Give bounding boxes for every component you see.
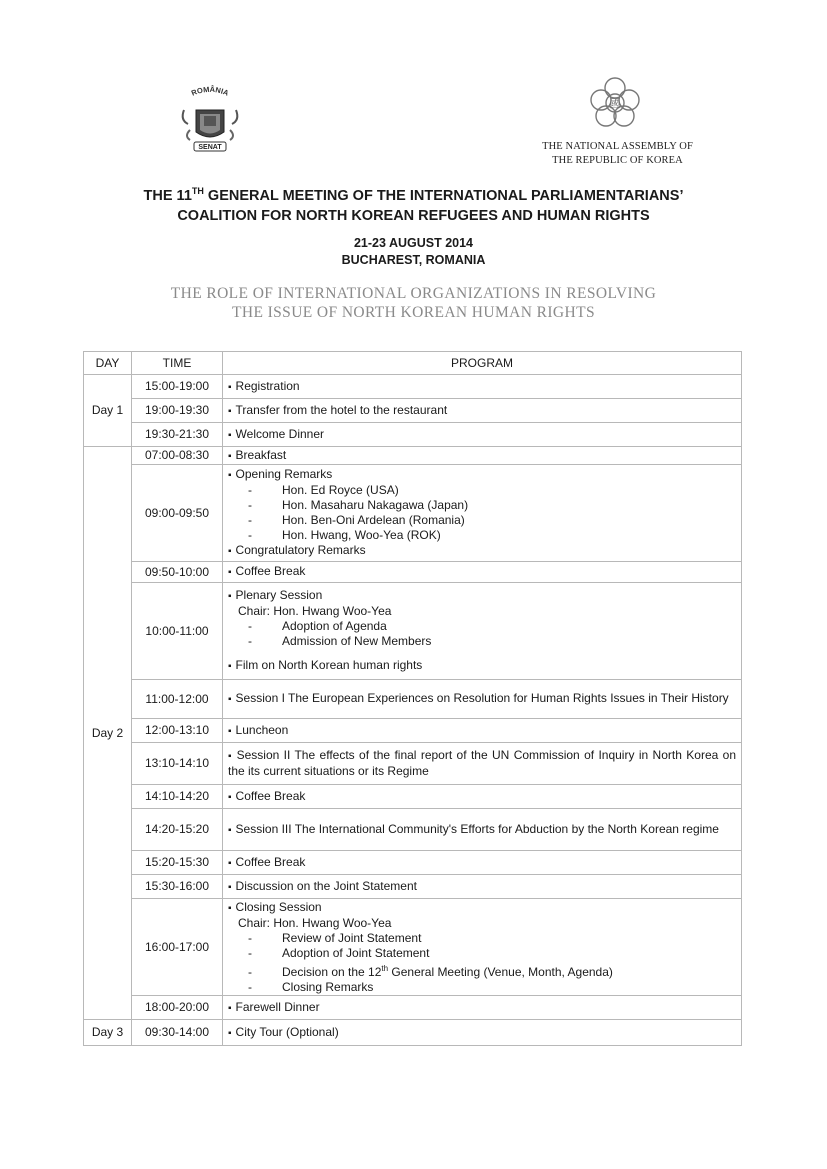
meeting-theme (100, 284, 727, 322)
program-cell: ▪ Discussion on the Joint Statement (223, 875, 742, 899)
time-cell: 11:00-12:00 (132, 680, 223, 719)
svg-text:國: 國 (609, 98, 621, 110)
time-cell: 14:10-14:20 (132, 785, 223, 809)
table-row (84, 465, 742, 562)
time-cell: 15:00-19:00 (132, 375, 223, 399)
time-cell: 14:20-15:20 (132, 809, 223, 851)
time-cell: 09:00-09:50 (132, 465, 223, 562)
day-cell: Day 2 (84, 447, 132, 1020)
table-row (84, 423, 742, 447)
table-row (84, 583, 742, 680)
program-cell: ▪ Session I The European Experiences on Resolution for Human Rights Issues in Their History (223, 680, 742, 719)
time-cell: 12:00-13:10 (132, 719, 223, 743)
header-day: DAY (84, 352, 132, 375)
table-row (84, 447, 742, 465)
table-row (84, 851, 742, 875)
korea-caption-line2: THE REPUBLIC OF KOREA (552, 155, 683, 166)
table-row (84, 375, 742, 399)
program-cell: ▪ Session II The effects of the final report of the UN Commission of Inquiry in North Korea on the its current situations or its Regime (223, 743, 742, 785)
time-cell: 10:00-11:00 (132, 583, 223, 680)
table-row (84, 1020, 742, 1046)
program-cell: ▪ Coffee Break (223, 785, 742, 809)
table-row (84, 899, 742, 996)
table-row (84, 996, 742, 1020)
theme-line1: THE ROLE OF INTERNATIONAL ORGANIZATIONS IN RESOLVING (170, 285, 657, 302)
romanian-senate-emblem-icon (170, 80, 250, 158)
program-cell: ▪ Plenary Session Chair: Hon. Hwang Woo-Yea - Adoption of Agenda - Admission of New Members ▪ Film on North Korean human rights (223, 583, 742, 680)
day-cell: Day 1 (84, 375, 132, 447)
time-cell: 15:20-15:30 (132, 851, 223, 875)
table-row (84, 680, 742, 719)
korea-assembly-caption (535, 140, 700, 168)
program-cell: ▪ Session III The International Community's Efforts for Abduction by the North Korean regime (223, 809, 742, 851)
table-row (84, 809, 742, 851)
program-cell: ▪ Transfer from the hotel to the restaurant (223, 399, 742, 423)
meeting-place: BUCHAREST, ROMANIA (341, 253, 486, 267)
time-cell: 09:50-10:00 (132, 562, 223, 583)
table-row (84, 785, 742, 809)
emblem-arc-text: ROMÂNIA (189, 84, 231, 98)
time-cell: 18:00-20:00 (132, 996, 223, 1020)
program-cell: ▪ Luncheon (223, 719, 742, 743)
time-cell: 09:30-14:00 (132, 1020, 223, 1046)
meeting-title-line2: COALITION FOR NORTH KOREAN REFUGEES AND HUMAN RIGHTS (177, 207, 650, 224)
table-row (84, 399, 742, 423)
header-time: TIME (132, 352, 223, 375)
time-cell: 07:00-08:30 (132, 447, 223, 465)
time-cell: 19:30-21:30 (132, 423, 223, 447)
time-cell: 15:30-16:00 (132, 875, 223, 899)
program-cell: ▪ City Tour (Optional) (223, 1020, 742, 1046)
meeting-title-line1: THE 11TH GENERAL MEETING OF THE INTERNATIONAL PARLIAMENTARIANS’ (143, 186, 684, 204)
korean-national-assembly-emblem-icon (585, 72, 645, 134)
table-row (84, 562, 742, 583)
header-program: PROGRAM (223, 352, 742, 375)
program-cell: ▪ Coffee Break (223, 851, 742, 875)
time-cell: 19:00-19:30 (132, 399, 223, 423)
time-cell: 16:00-17:00 (132, 899, 223, 996)
meeting-date: 21-23 AUGUST 2014 (353, 236, 474, 250)
emblem-senat-label: SENAT (198, 144, 222, 151)
program-cell: ▪ Coffee Break (223, 562, 742, 583)
program-cell: ▪ Welcome Dinner (223, 423, 742, 447)
table-row (84, 719, 742, 743)
table-header-row (84, 352, 742, 375)
table-row (84, 875, 742, 899)
program-cell: ▪ Registration (223, 375, 742, 399)
meeting-title (60, 181, 767, 226)
day-cell: Day 3 (84, 1020, 132, 1046)
korea-caption-line1: THE NATIONAL ASSEMBLY OF (542, 141, 693, 152)
program-cell: ▪ Farewell Dinner (223, 996, 742, 1020)
meeting-date-place (260, 235, 567, 269)
time-cell: 13:10-14:10 (132, 743, 223, 785)
theme-line2: THE ISSUE OF NORTH KOREAN HUMAN RIGHTS (231, 304, 596, 321)
svg-text:ROMÂNIA (190, 85, 231, 98)
program-cell: ▪ Opening Remarks - Hon. Ed Royce (USA) - Hon. Masaharu Nakagawa (Japan) - Hon. Ben-Oni Ardelean (Romania) - Hon. Hwang, Woo-Yea (ROK) ▪ Congratulatory Remarks (223, 465, 742, 562)
program-cell: ▪ Closing Session Chair: Hon. Hwang Woo-Yea - Review of Joint Statement - Adoption of Joint Statement - Decision on the 12th General Meeting (Venue, Month, Agenda) - Closing Remarks (223, 899, 742, 996)
table-row (84, 743, 742, 785)
program-cell: ▪ Breakfast (223, 447, 742, 465)
program-table (83, 351, 742, 1046)
